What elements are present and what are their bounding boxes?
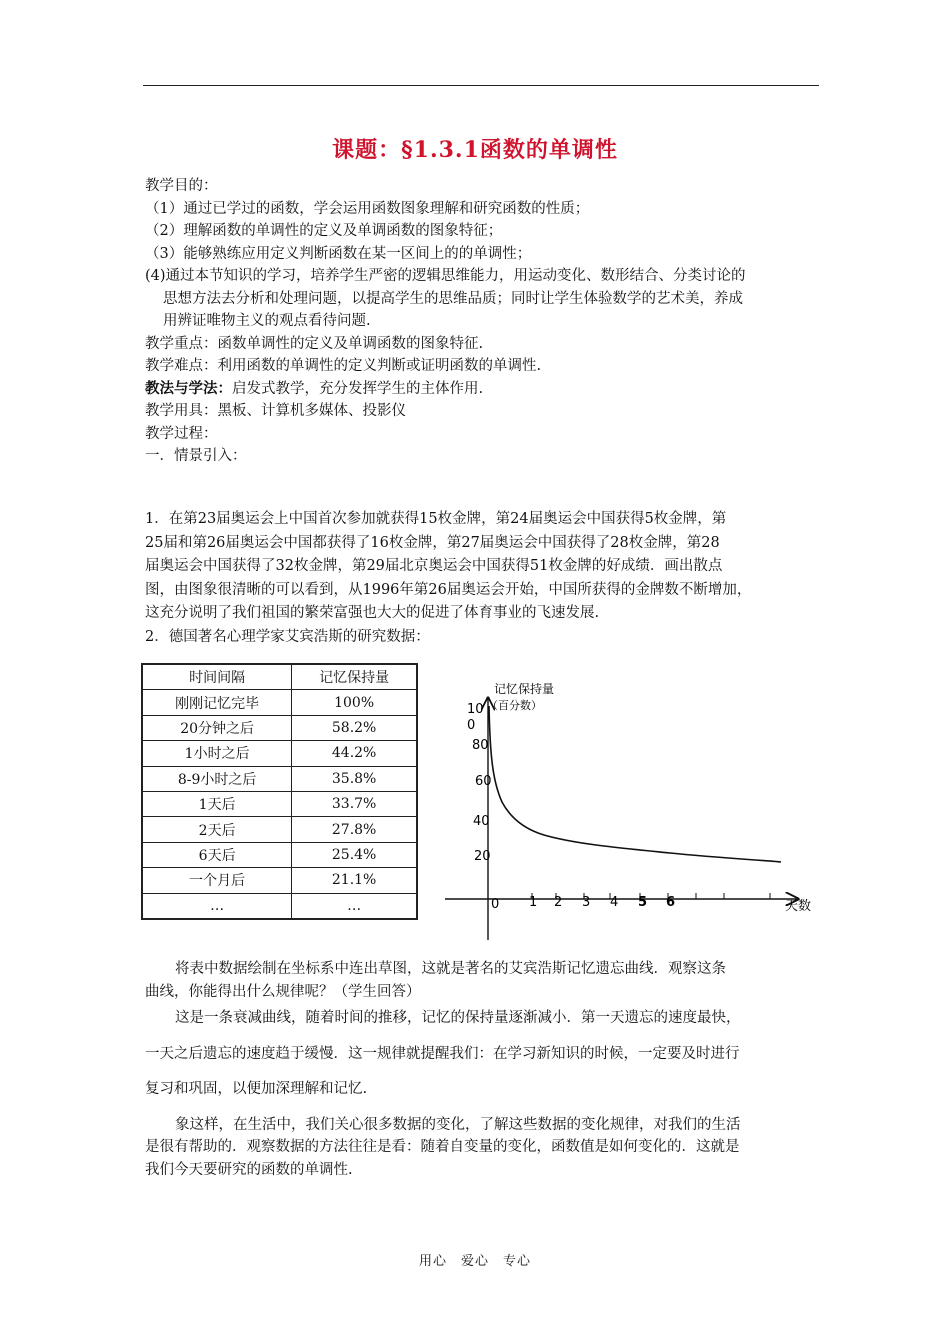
table-header-row — [142, 664, 417, 690]
table-cell: 8-9小时之后 — [142, 766, 292, 791]
x-ticks — [532, 893, 770, 899]
method-text: 启发式教学，充分发挥学生的主体作用. — [232, 380, 484, 397]
table-row — [142, 868, 417, 893]
table-cell: 2天后 — [142, 817, 292, 842]
section-heading: 一．情景引入： — [145, 448, 247, 464]
table-cell: … — [292, 893, 417, 919]
objective-item: （1）通过已学过的函数，学会运用函数图象理解和研究函数的性质； — [145, 200, 590, 217]
y-tick-label: 20 — [474, 849, 491, 864]
paragraph-line: 25届和第26届奥运会中国都获得了16枚金牌，第27届奥运会中国获得了28枚金牌，第28 — [145, 534, 720, 551]
page-footer: 用心 爱心 专心 — [418, 1254, 531, 1269]
paragraph-line: 象这样，在生活中，我们关心很多数据的变化，了解这些数据的变化规律，对我们的生活 — [175, 1116, 741, 1133]
table-row — [142, 842, 417, 867]
table-cell: … — [142, 893, 292, 919]
paragraph-line: 我们今天要研究的函数的单调性. — [145, 1161, 353, 1178]
paragraph-line: 是很有帮助的．观察数据的方法往往是看：随着自变量的变化，函数值是如何变化的．这就是 — [145, 1139, 740, 1155]
objectives-block — [145, 175, 819, 468]
objective-item: 思想方法去分析和处理问题，以提高学生的思维品质；同时让学生体验数学的艺术美，养成 — [163, 290, 743, 307]
y-axis-label: 记忆保持量 — [494, 682, 555, 696]
paragraph-line: 曲线，你能得出什么规律呢？（学生回答） — [145, 983, 421, 1000]
table-cell: 33.7% — [292, 791, 417, 816]
page-title: 课题：§1.3.1函数的单调性 — [332, 137, 618, 163]
forgetting-curve — [489, 706, 781, 862]
objective-item: 用辨证唯物主义的观点看待问题. — [163, 313, 371, 329]
table-cell: 58.2% — [292, 715, 417, 740]
y-tick-label: 0 — [467, 718, 476, 733]
objective-item: （2）理解函数的单调性的定义及单调函数的图象特征； — [145, 223, 503, 239]
table-cell: 1天后 — [142, 791, 292, 816]
y-tick-label: 10 — [467, 702, 484, 717]
table-cell: 44.2% — [292, 741, 417, 766]
objective-item: （3）能够熟练应用定义判断函数在某一区间上的的单调性； — [145, 245, 532, 262]
x-tick-label: 0 — [491, 897, 500, 912]
table-row — [142, 741, 417, 766]
paragraph-line: 图，由图象很清晰的可以看到，从1996年第26届奥运会开始，中国所获得的金牌数不断增加， — [145, 581, 752, 598]
difficulty: 教学难点：利用函数的单调性的定义判断或证明函数的单调性. — [145, 358, 542, 374]
paragraph-line: 将表中数据绘制在坐标系中连出草图，这就是著名的艾宾浩斯记忆遗忘曲线．观察这条 — [175, 961, 726, 977]
process-heading: 教学过程： — [145, 425, 218, 442]
x-axis-label: 天数 — [785, 899, 812, 914]
table-cell: 20分钟之后 — [142, 715, 292, 740]
table-cell: 6天后 — [142, 842, 292, 867]
y-tick-label: 60 — [475, 774, 492, 789]
table-cell: 100% — [292, 690, 417, 715]
paragraph-line: 这充分说明了我们祖国的繁荣富强也大大的促进了体育事业的飞速发展. — [145, 605, 600, 621]
table-cell: 刚刚记忆完毕 — [142, 690, 292, 715]
x-tick-label: 6 — [666, 895, 676, 910]
x-tick-label: 1 — [529, 895, 538, 910]
key-point: 教学重点：函数单调性的定义及单调函数的图象特征. — [145, 335, 484, 352]
paragraph-line: 2．德国著名心理学家艾宾浩斯的研究数据： — [145, 628, 430, 645]
paragraph-line: 复习和巩固，以便加深理解和记忆. — [145, 1081, 368, 1097]
header-rule — [143, 85, 819, 86]
table-row — [142, 893, 417, 919]
table-row — [142, 766, 417, 791]
objectives-heading: 教学目的： — [145, 178, 218, 194]
paragraph-olympics — [145, 508, 819, 649]
x-tick-label: 5 — [638, 895, 648, 910]
x-tick-label: 4 — [610, 895, 619, 910]
table-row — [142, 817, 417, 842]
table-cell: 35.8% — [292, 766, 417, 791]
table-row — [142, 715, 417, 740]
table-row — [142, 791, 417, 816]
forgetting-curve-chart — [440, 672, 830, 947]
method-label: 教法与学法： — [145, 379, 232, 397]
objective-item: (4)通过本节知识的学习，培养学生严密的逻辑思维能力，用运动变化、数形结合、分类讨论的 — [145, 268, 746, 284]
table-cell: 25.4% — [292, 842, 417, 867]
tools-line: 教学用具：黑板、计算机多媒体、投影仪 — [145, 403, 406, 419]
y-tick-label: 40 — [473, 814, 490, 829]
table-header: 记忆保持量 — [292, 664, 417, 690]
paragraph-line: 这是一条衰减曲线，随着时间的推移，记忆的保持量逐渐减小．第一天遗忘的速度最快， — [175, 1010, 741, 1026]
paragraph-line: 届奥运会中国获得了32枚金牌，第29届北京奥运会中国获得51枚金牌的好成绩．画出散点 — [145, 558, 723, 574]
table-row — [142, 690, 417, 715]
paragraph-line: 一天之后遗忘的速度趋于缓慢．这一规律就提醒我们：在学习新知识的时候，一定要及时进行 — [145, 1045, 740, 1062]
x-tick-label: 2 — [554, 895, 563, 910]
table-header: 时间间隔 — [142, 664, 292, 690]
memory-table — [141, 663, 418, 920]
table-cell: 1小时之后 — [142, 741, 292, 766]
explanation-block — [145, 958, 819, 1181]
table-cell: 27.8% — [292, 817, 417, 842]
table-cell: 21.1% — [292, 868, 417, 893]
method-line — [145, 378, 819, 401]
y-axis-sublabel: （百分数） — [487, 699, 542, 712]
table-cell: 一个月后 — [142, 868, 292, 893]
y-tick-label: 80 — [472, 738, 489, 753]
paragraph-line: 1．在第23届奥运会上中国首次参加就获得15枚金牌，第24届奥运会中国获得5枚金牌，第 — [145, 511, 727, 527]
x-tick-label: 3 — [582, 895, 591, 910]
